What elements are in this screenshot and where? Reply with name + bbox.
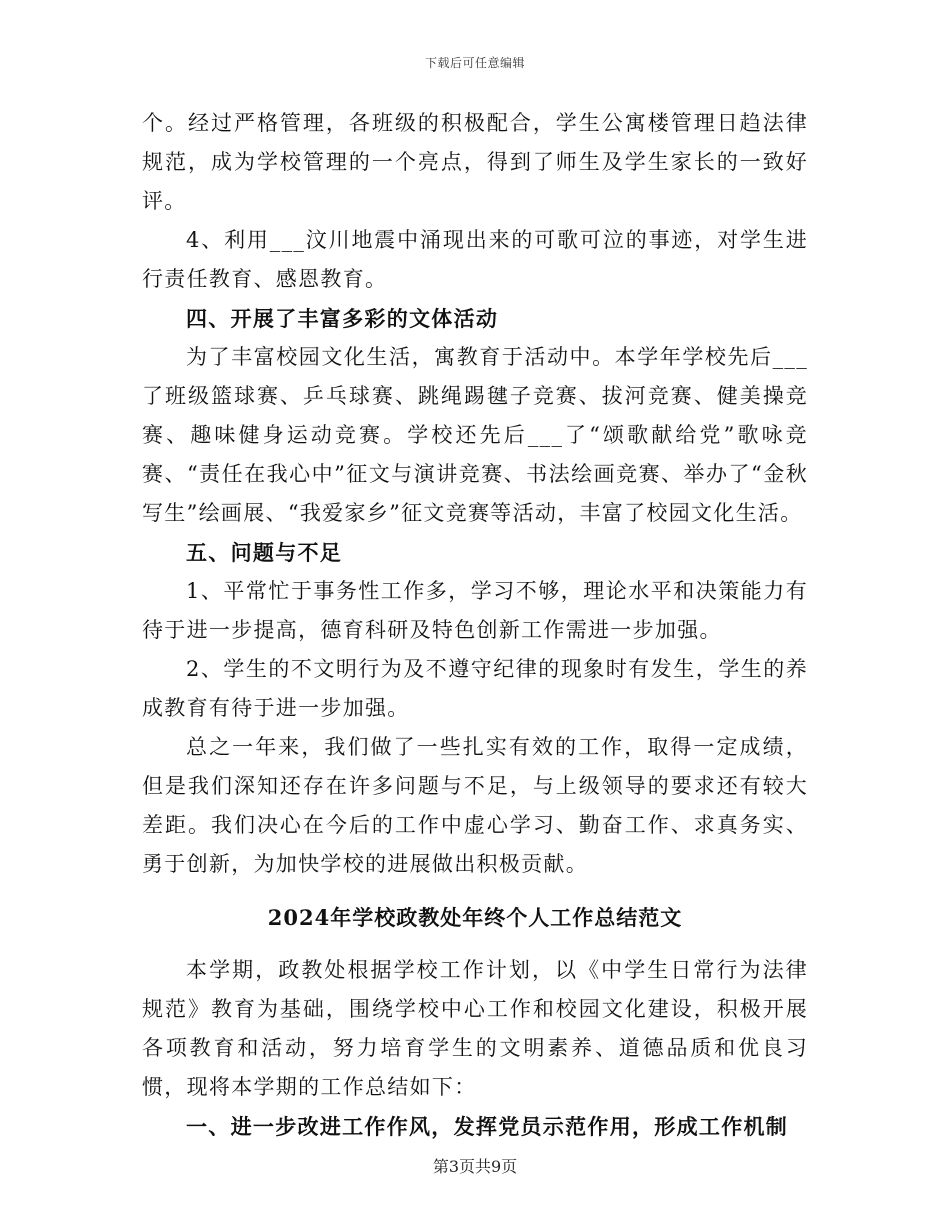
paragraph-problem-2: 2、学生的不文明行为及不遵守纪律的现象时有发生，学生的养成教育有待于进一步加强。	[142, 657, 808, 720]
paragraph-conclusion: 总之一年来，我们做了一些扎实有效的工作，取得一定成绩，但是我们深知还存在许多问题与不足，与上级领导的要求还有较大差距。我们决心在今后的工作中虚心学习、勤奋工作、求真务实、勇于创新，为加快学校的进展做出积极贡献。	[142, 735, 808, 876]
paragraph-activities: 为了丰富校园文化生活，寓教育于活动中。本学年学校先后___了班级篮球赛、乒乓球赛、跳绳踢毽子竞赛、拔河竞赛、健美操竞赛、趣味健身运动竞赛。学校还先后___了“颂歌献给党”歌咏竞赛、“责任在我心中”征文与演讲竞赛、书法绘画竞赛、举办了“金秋写生”绘画展、“我爱家乡”征文竞赛等活动，丰富了校园文化生活。	[142, 345, 808, 525]
paragraph-item-4: 4、利用___汶川地震中涌现出来的可歌可泣的事迹，对学生进行责任教育、感恩教育。	[142, 228, 808, 291]
page-header: 下载后可任意编辑	[424, 56, 525, 70]
paragraph-problem-1: 1、平常忙于事务性工作多，学习不够，理论水平和决策能力有待于进一步提高，德育科研及特色创新工作需进一步加强。	[142, 579, 808, 642]
section-heading-1: 一、进一步改进工作作风，发挥党员示范作用，形成工作机制	[186, 1114, 789, 1139]
section-heading-4: 四、开展了丰富多彩的文体活动	[186, 306, 499, 331]
document-body	[142, 104, 808, 1146]
paragraph-continuation: 个。经过严格管理，各班级的积极配合，学生公寓楼管理日趋法律规范，成为学校管理的一个亮点，得到了师生及学生家长的一致好评。	[142, 111, 808, 213]
section-heading-5: 五、问题与不足	[186, 540, 343, 565]
document-title: 2024年学校政教处年终个人工作总结范文	[267, 905, 683, 930]
page-footer: 第3页共9页	[432, 1157, 518, 1176]
paragraph-intro: 本学期，政教处根据学校工作计划，以《中学生日常行为法律规范》教育为基础，围绕学校中心工作和校园文化建设，积极开展各项教育和活动，努力培育学生的文明素养、道德品质和优良习惯，现将本学期的工作总结如下：	[142, 958, 808, 1099]
